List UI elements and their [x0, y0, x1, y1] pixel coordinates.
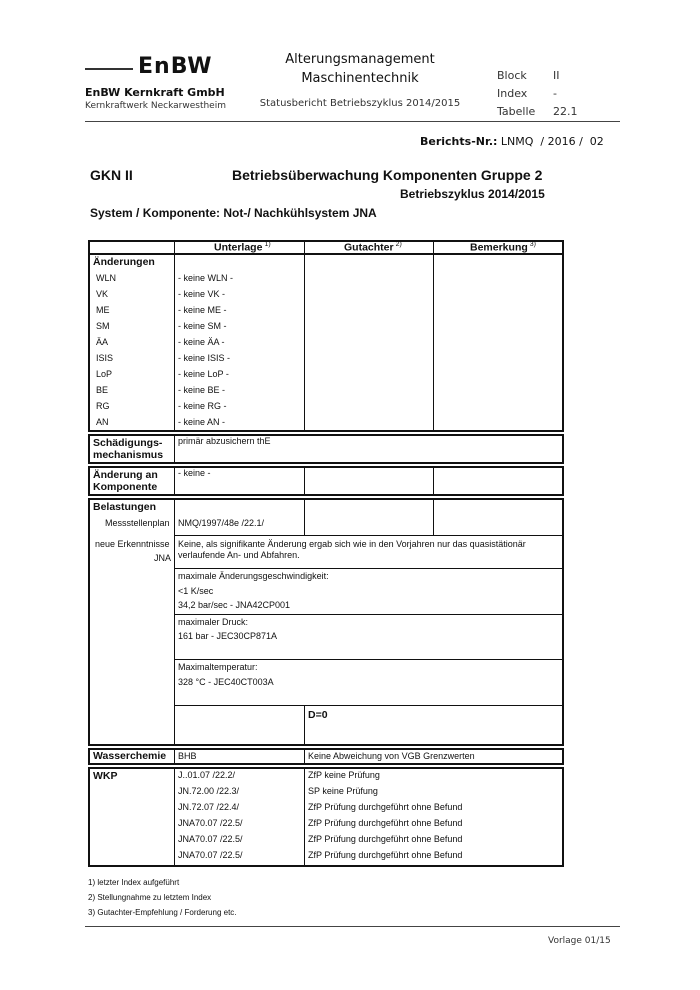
row-divider — [174, 705, 563, 706]
aenderung-komponente-label-1: Änderung an — [93, 469, 158, 481]
enbw-logo: EnBW — [138, 54, 213, 79]
col-divider — [174, 467, 175, 495]
col-divider — [304, 499, 305, 535]
aend-code: ÄA — [96, 337, 109, 347]
wkp-result: ZfP Prüfung durchgeführt ohne Befund — [308, 834, 463, 844]
aend-code: LoP — [96, 369, 113, 379]
aend-code: WLN — [96, 273, 116, 283]
wkp-result: ZfP keine Prüfung — [308, 770, 380, 780]
col-divider — [433, 467, 434, 495]
wkp-result: ZfP Prüfung durchgeführt ohne Befund — [308, 818, 463, 828]
aend-code: BE — [96, 385, 109, 395]
erkenntnisse-label-2: JNA — [154, 553, 172, 563]
page-title: Betriebsüberwachung Komponenten Gruppe 2 — [232, 167, 543, 183]
d-value: D=0 — [308, 709, 328, 721]
aenderungsgeschwindigkeit-value-1: <1 K/sec — [178, 586, 214, 596]
report-number — [420, 135, 604, 148]
col-divider — [304, 768, 305, 866]
meta-tabelle-value: 22.1 — [553, 105, 578, 118]
unit-label: GKN II — [90, 167, 133, 183]
report-number-label: Berichts-Nr.: — [420, 135, 498, 148]
temperatur-label: Maximaltemperatur: — [178, 662, 258, 672]
aend-value: - keine ISIS - — [178, 353, 231, 363]
aend-value: - keine ÄA - — [178, 337, 225, 347]
wkp-doc: JNA70.07 /22.5/ — [178, 818, 243, 828]
wasserchemie-label: Wasserchemie — [93, 750, 167, 762]
meta-index-key: Index — [497, 87, 528, 100]
aenderungsgeschwindigkeit-value-2: 34,2 bar/sec - JNA42CP001 — [178, 600, 291, 610]
col-divider — [304, 467, 305, 495]
belastungen-label: Belastungen — [93, 501, 157, 513]
aenderung-komponente-label-2: Komponente — [93, 481, 158, 493]
wkp-result: SP keine Prüfung — [308, 786, 378, 796]
meta-block-key: Block — [497, 69, 527, 82]
druck-label: maximaler Druck: — [178, 617, 249, 627]
aend-value: - keine VK - — [178, 289, 226, 299]
col-header-unterlage: Unterlage $^{1)}$ — [214, 241, 271, 254]
aenderung-komponente-value: - keine - — [178, 468, 211, 478]
aend-value: - keine BE - — [178, 385, 226, 395]
erkenntnisse-line-1: Keine, als signifikante Änderung ergab sich wie in den Vorjahren nur das quasistätionär — [178, 539, 526, 549]
col-divider — [174, 749, 175, 764]
template-version: Vorlage 01/15 — [548, 936, 611, 946]
col-header-gutachter: Gutachter $^{2)}$ — [344, 241, 402, 254]
aend-value: - keine WLN - — [178, 273, 234, 283]
aend-code: SM — [96, 321, 110, 331]
wkp-result: ZfP Prüfung durchgeführt ohne Befund — [308, 850, 463, 860]
footnote-3: 3) Gutachter-Empfehlung / Forderung etc. — [88, 908, 237, 917]
meta-block-value: II — [553, 69, 560, 82]
system-label: System / Komponente: Not-/ Nachkühlsystem JNA — [90, 206, 377, 220]
aend-code: RG — [96, 401, 110, 411]
aend-value: - keine AN - — [178, 417, 226, 427]
messstellenplan-label: Messstellenplan — [105, 518, 170, 528]
wkp-doc: JNA70.07 /22.5/ — [178, 834, 243, 844]
title-line2: Maschinentechnik — [301, 71, 419, 86]
header-divider — [85, 121, 620, 122]
aend-code: ME — [96, 305, 110, 315]
col-divider — [304, 749, 305, 764]
meta-tabelle-key: Tabelle — [497, 105, 536, 118]
row-divider — [174, 614, 563, 615]
footer-divider — [85, 926, 620, 927]
wkp-doc: J..01.07 /22.2/ — [178, 770, 236, 780]
col-divider — [174, 241, 175, 431]
col-divider — [304, 705, 305, 745]
aend-value: - keine ME - — [178, 305, 227, 315]
aend-code: ISIS — [96, 353, 114, 363]
logo-rule — [85, 68, 133, 70]
wkp-doc: JN.72.07 /22.4/ — [178, 802, 240, 812]
col-divider — [174, 435, 175, 463]
aenderung-komponente-block — [88, 466, 564, 496]
col-header-bemerkung: Bemerkung $^{3)}$ — [470, 241, 536, 254]
col-divider — [433, 499, 434, 535]
wkp-label: WKP — [93, 770, 118, 782]
wasserchemie-unterlage: BHB — [178, 751, 197, 761]
report-subtitle: Statusbericht Betriebszyklus 2014/2015 — [259, 98, 461, 109]
col-divider — [174, 768, 175, 866]
row-divider — [174, 535, 563, 536]
aenderungsgeschwindigkeit-label: maximale Änderungsgeschwindigkeit: — [178, 571, 329, 581]
report-number-value: LNMQ / 2016 / 02 — [500, 135, 604, 148]
footnote-2: 2) Stellungnahme zu letztem Index — [88, 893, 212, 902]
row-divider — [174, 659, 563, 660]
meta-index-value: - — [553, 87, 557, 100]
cycle-label: Betriebszyklus 2014/2015 — [400, 187, 545, 201]
wkp-result: ZfP Prüfung durchgeführt ohne Befund — [308, 802, 463, 812]
schaedigung-value: primär abzusichern thE — [178, 436, 271, 446]
aend-value: - keine SM - — [178, 321, 227, 331]
wkp-doc: JN.72.00 /22.3/ — [178, 786, 240, 796]
schaedigung-label-1: Schädigungs- — [93, 437, 163, 449]
wasserchemie-value: Keine Abweichung von VGB Grenzwerten — [308, 751, 475, 761]
col-divider — [433, 241, 434, 431]
company-name: EnBW Kernkraft GmbH — [85, 86, 225, 99]
temperatur-value: 328 °C - JEC40CT003A — [178, 677, 274, 687]
erkenntnisse-label-1: neue Erkenntnisse — [95, 539, 170, 549]
wkp-doc: JNA70.07 /22.5/ — [178, 850, 243, 860]
footnote-1: 1) letzter Index aufgeführt — [88, 878, 180, 887]
aend-code: VK — [96, 289, 109, 299]
schaedigung-label-2: mechanismus — [93, 449, 164, 461]
row-divider — [174, 568, 563, 569]
erkenntnisse-line-2: verlaufende An- und Abfahren. — [178, 550, 300, 560]
aend-value: - keine RG - — [178, 401, 227, 411]
aenderungen-label: Änderungen — [93, 256, 155, 268]
messstellenplan-value: NMQ/1997/48e /22.1/ — [178, 518, 265, 528]
aenderungen-block — [88, 240, 564, 432]
col-divider — [304, 241, 305, 431]
druck-value: 161 bar - JEC30CP871A — [178, 631, 278, 641]
aend-code: AN — [96, 417, 109, 427]
aend-value: - keine LoP - — [178, 369, 229, 379]
plant-name: Kernkraftwerk Neckarwestheim — [85, 101, 226, 111]
title-line1: Alterungsmanagement — [285, 52, 435, 67]
